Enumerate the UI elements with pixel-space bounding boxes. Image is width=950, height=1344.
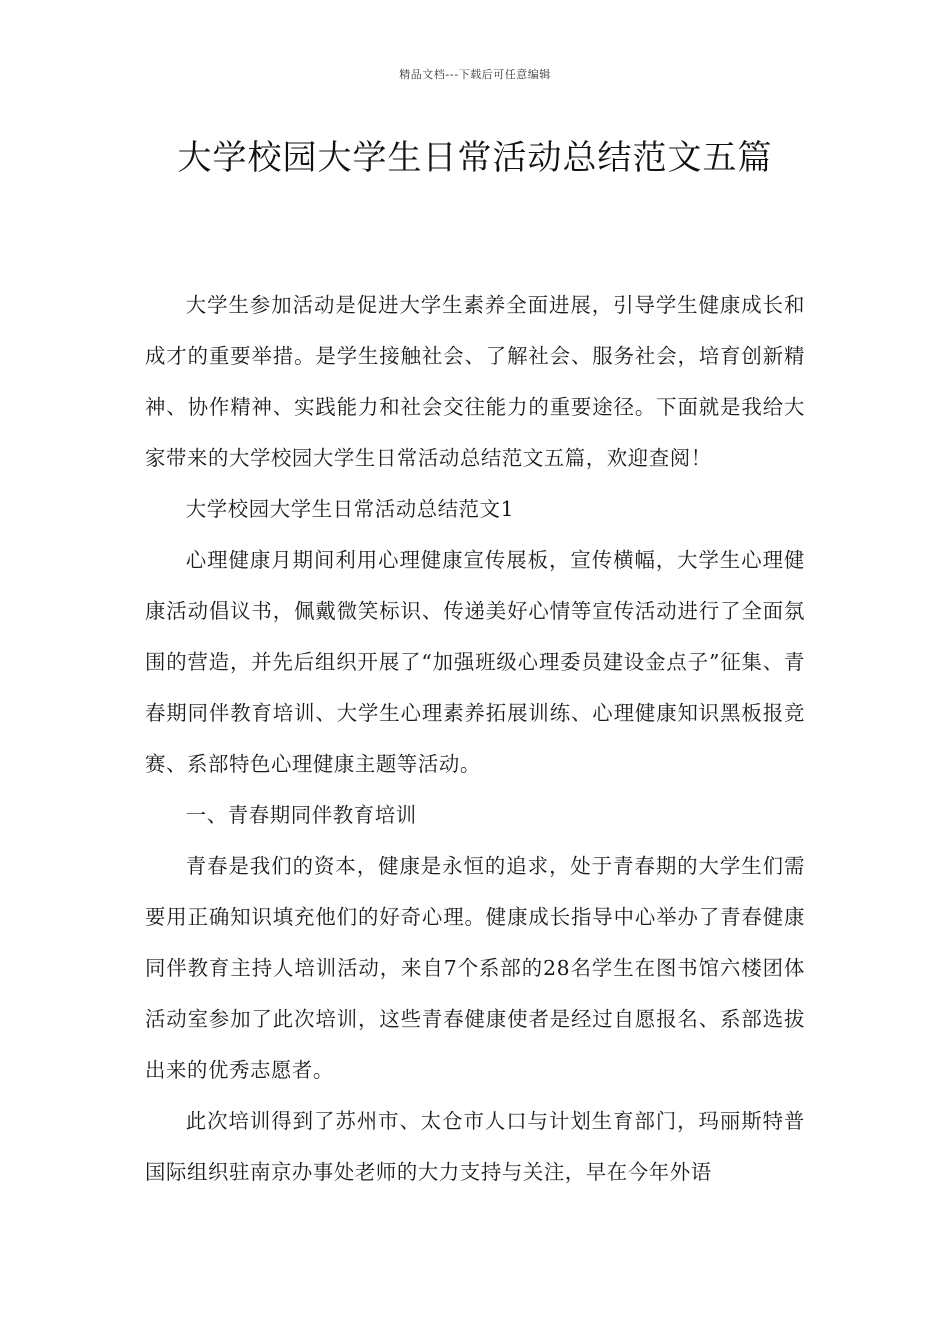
header-note: 精品文档---下载后可任意编辑 xyxy=(399,68,551,81)
subsection-heading: 一、青春期同伴教育培训 xyxy=(185,803,417,827)
document-body xyxy=(145,280,805,1198)
body-paragraph: 青春是我们的资本，健康是永恒的追求，处于青春期的大学生们需要用正确知识填充他们的好奇心理。健康成长指导中心举办了青春健康同伴教育主持人培训活动，来自7个系部的28名学生在图书馆六楼团体活动室参加了此次培训，这些青春健康使者是经过自愿报名、系部选拔出来的优秀志愿者。 xyxy=(145,854,805,1082)
document-title: 大学校园大学生日常活动总结范文五篇 xyxy=(177,138,773,178)
body-paragraph: 此次培训得到了苏州市、太仓市人口与计划生育部门，玛丽斯特普国际组织驻南京办事处老师的大力支持与关注，早在今年外语 xyxy=(145,1109,805,1184)
intro-paragraph: 大学生参加活动是促进大学生素养全面进展，引导学生健康成长和成才的重要举措。是学生接触社会、了解社会、服务社会，培育创新精神、协作精神、实践能力和社会交往能力的重要途径。下面就是我给大家带来的大学校园大学生日常活动总结范文五篇，欢迎查阅！ xyxy=(145,293,805,470)
body-paragraph: 心理健康月期间利用心理健康宣传展板，宣传横幅，大学生心理健康活动倡议书，佩戴微笑标识、传递美好心情等宣传活动进行了全面氛围的营造，并先后组织开展了“加强班级心理委员建设金点子”征集、青春期同伴教育培训、大学生心理素养拓展训练、心理健康知识黑板报竞赛、系部特色心理健康主题等活动。 xyxy=(145,548,805,776)
section-heading-1: 大学校园大学生日常活动总结范文1 xyxy=(185,497,515,521)
